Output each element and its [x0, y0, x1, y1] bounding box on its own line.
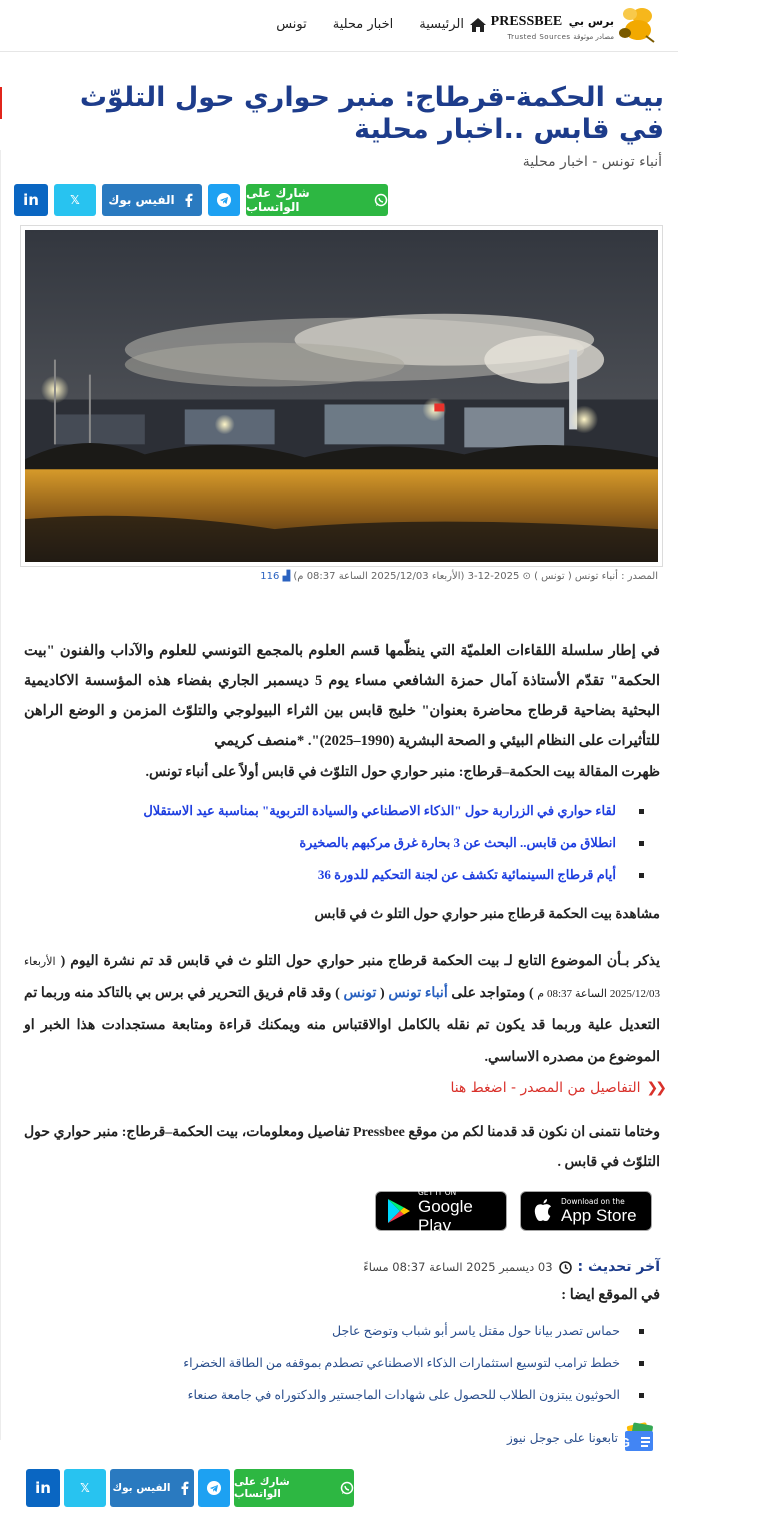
facebook-icon — [182, 193, 196, 207]
source-text: المصدر : أنباء تونس ( تونس ) ⊙ 2025-12-3 (الأربعاء 2025/12/03 الساعة 08:37 م) — [293, 571, 658, 582]
share-whatsapp-label-bottom: شارك على الواتساب — [234, 1476, 290, 1500]
also-on-site-list — [44, 1320, 644, 1416]
share-whatsapp-button[interactable] — [246, 184, 388, 216]
nav-local-news[interactable] — [333, 17, 394, 32]
linkedin-icon: in — [23, 191, 39, 209]
x-icon: 𝕏 — [80, 1481, 90, 1495]
google-play-icon — [386, 1197, 412, 1225]
nav-home[interactable] — [419, 17, 486, 32]
mention-date: الأربعاء 2025/12/03 الساعة 08:37 م — [24, 956, 661, 1000]
telegram-icon — [207, 1481, 221, 1495]
apple-icon — [531, 1197, 555, 1225]
share-telegram-button-bottom[interactable] — [198, 1469, 230, 1507]
left-divider — [0, 150, 1, 1440]
share-telegram-button[interactable] — [208, 184, 240, 216]
double-chevron-icon: ❮❮ — [646, 1080, 664, 1096]
related-link[interactable]: لقاء حواري في الزراربة حول "الذكاء الاصطناعي والسيادة التربوية" بمناسبة عيد الاستقلال — [44, 800, 644, 832]
whatsapp-icon — [340, 1481, 354, 1495]
facebook-icon — [178, 1481, 192, 1495]
app-store-button[interactable] — [520, 1191, 652, 1231]
share-whatsapp-button-bottom[interactable] — [234, 1469, 354, 1507]
app-store-big: App Store — [561, 1206, 637, 1225]
share-bar-top — [14, 184, 388, 216]
paragraph-intro: في إطار سلسلة اللقاءات العلميّة التي ينظّمها قسم العلوم بالمجمع التونسي للعلوم والآداب والفنون "بيت الحكمة" تقدّم الأستاذة آمال حمزة الشافعي مساء يوم 5 ديسمبر الجاري بفضاء هذه المؤسسة الاكاديمية البحثية بضاحية قرطاج محاضرة بعنوان" خليج قابس بين الثراء البيولوجي والتلوّث المزمن و الوضع الراهن للتأثيرات على النظام البيئي و الصحة البشرية (1990–2025)". *منصف كريمي — [24, 643, 660, 749]
article-image-frame — [20, 225, 663, 567]
google-news-label: تابعونا على جوجل نيوز — [507, 1431, 618, 1445]
share-bar-bottom — [26, 1469, 354, 1507]
google-play-small: GET IT ON — [418, 1187, 457, 1197]
paragraph-mention — [24, 946, 660, 1074]
clock-icon — [559, 1261, 572, 1274]
logo-text-ar: برس بي — [568, 15, 614, 28]
article-source-line — [260, 571, 658, 582]
share-linkedin-button[interactable] — [14, 184, 48, 216]
source-link[interactable]: أنباء تونس — [388, 986, 448, 1001]
nav-tunisia[interactable] — [276, 17, 307, 32]
paragraph-closing: وختاما نتمنى ان نكون قد قدمنا لكم من موقع Pressbee تفاصيل ومعلومات، بيت الحكمة–قرطاج: منبر حواري حول التلوّث في قابس . — [24, 1125, 660, 1170]
home-icon — [470, 18, 486, 32]
svg-text:G: G — [619, 1435, 630, 1450]
paragraph-appeared: ظهرت المقالة بيت الحكمة–قرطاج: منبر حواري حول التلوّث في قابس أولاً على أنباء تونس. — [145, 765, 660, 780]
views-value: 116 — [260, 571, 280, 582]
share-x-button-bottom[interactable] — [64, 1469, 106, 1507]
whatsapp-icon — [374, 193, 388, 207]
also-link[interactable]: الحوثيون يبتزون الطلاب للحصول على شهادات الماجستير والدكتوراه في جامعة صنعاء — [44, 1384, 644, 1416]
share-facebook-button-bottom[interactable] — [110, 1469, 194, 1507]
share-linkedin-button-bottom[interactable] — [26, 1469, 60, 1507]
share-facebook-button[interactable] — [102, 184, 202, 216]
article-subtitle: أنباء تونس - اخبار محلية — [522, 154, 662, 170]
left-accent-bar — [0, 87, 2, 119]
article-title: بيت الحكمة-قرطاج: منبر حواري حول التلوّث في قابس ..اخبار محلية — [79, 82, 664, 145]
industrial-night-photo — [25, 230, 658, 562]
share-whatsapp-label: شارك على الواتساب — [246, 186, 310, 214]
last-updated-label: آخر تحديث : — [577, 1259, 660, 1275]
google-news-icon — [619, 1422, 656, 1454]
app-store-small: Download on the — [561, 1197, 625, 1206]
bee-icon — [616, 6, 656, 44]
main-nav — [276, 17, 486, 32]
logo-tagline: Trusted Sources مصادر موثوقة — [507, 33, 614, 41]
nav-tunisia-label: تونس — [276, 17, 307, 32]
mention-part-b: ) ومتواجد على — [451, 986, 534, 1001]
last-updated — [363, 1259, 660, 1275]
google-play-big: Google Play — [418, 1196, 473, 1235]
share-facebook-label-bottom: الفيس بوك — [112, 1482, 171, 1494]
linkedin-icon: in — [35, 1479, 51, 1497]
details-label: التفاصيل من المصدر - اضغط هنا — [450, 1080, 641, 1096]
paragraph-watch: مشاهدة بيت الحكمة قرطاج منبر حواري حول التلو ث في قابس — [314, 906, 660, 921]
share-facebook-label: الفيس بوك — [108, 193, 175, 207]
share-x-button[interactable] — [54, 184, 96, 216]
also-link[interactable]: حماس تصدر بيانا حول مقتل ياسر أبو شباب وتوضح عاجل — [44, 1320, 644, 1352]
x-icon: 𝕏 — [70, 193, 80, 207]
related-links-list — [44, 800, 644, 896]
country-link[interactable]: تونس — [343, 986, 377, 1001]
mention-paren-open: ( — [380, 986, 385, 1001]
pressbee-logo[interactable] — [490, 6, 656, 44]
related-link[interactable]: انطلاق من قابس.. البحث عن 3 بحارة غرق مركبهم بالصخيرة — [44, 832, 644, 864]
related-link[interactable]: أيام قرطاج السينمائية تكشف عن لجنة التحكيم للدورة 36 — [44, 864, 644, 896]
also-link[interactable]: خطط ترامب لتوسيع استثمارات الذكاء الاصطناعي تصطدم بموقفه من الطاقة الخضراء — [44, 1352, 644, 1384]
views-count: ▟ 116 — [260, 571, 291, 582]
google-news-follow[interactable] — [507, 1422, 656, 1454]
nav-home-label: الرئيسية — [419, 17, 464, 32]
site-header — [0, 0, 678, 52]
mention-part-d: ) وقد قام فريق التحرير في برس بي بالتاكد منه وربما تم التعديل علية وربما قد يكون تم نقله بالكامل اوالاقتباس منه ويمكنك قراءة ومتابعة مستجدادت هذا الخبر او الموضوع من مصدره الاساسي. — [24, 986, 660, 1065]
also-on-site-heading: في الموقع ايضا : — [561, 1287, 660, 1303]
logo-text: PRESSBEE — [490, 14, 563, 29]
details-source-link[interactable] — [450, 1080, 664, 1096]
last-updated-value: 03 ديسمبر 2025 الساعة 08:37 مساءً — [363, 1260, 553, 1274]
telegram-icon — [217, 193, 231, 207]
google-play-button[interactable] — [375, 1187, 507, 1235]
nav-local-news-label: اخبار محلية — [332, 17, 394, 32]
mention-part-a: يذكر بـأن الموضوع التابع لـ بيت الحكمة قرطاج منبر حواري حول التلو ث في قابس قد تم نشرة اليوم ( — [60, 954, 661, 969]
